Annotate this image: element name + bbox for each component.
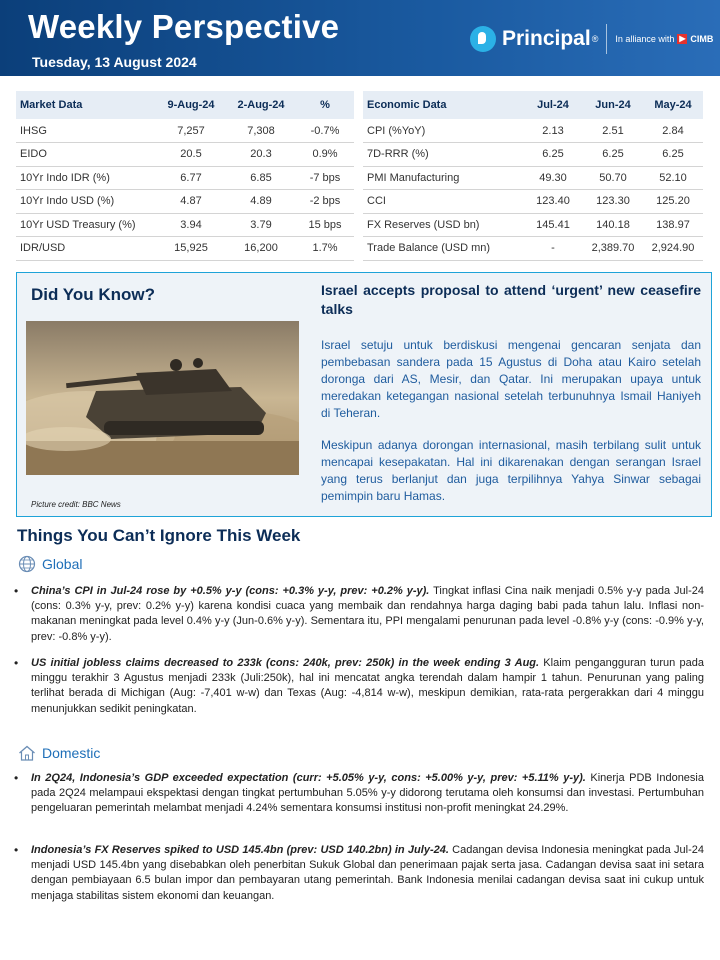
table-cell: CPI (%YoY) [363,119,523,143]
table-row [16,190,354,214]
news-paragraph: Meskipun adanya dorongan internasional, masih terbilang sulit untuk mencapai kesepakatan. Hal ini dikarenakan dengan serangan Israel yang terus berlanjut dan juga terpilihnya Yahya Sinwar sebagai pemimpin baru Hamas. [321,438,701,503]
alliance-note [615,34,713,44]
table-cell: EIDO [16,143,156,167]
table-cell: 6.25 [643,143,703,167]
table-cell: 2.84 [643,119,703,143]
table-cell: -7 bps [296,166,354,190]
table-cell: 140.18 [583,213,643,237]
list-item [14,656,704,717]
item-lead: In 2Q24, Indonesia’s GDP exceeded expectation (curr: +5.05% y-y, cons: +5.00% y-y, prev: +5.11% y-y). [31,772,586,784]
table-cell: 2,389.70 [583,237,643,261]
header-banner [0,0,720,76]
tank-photo-illustration [26,321,299,475]
table-cell: 10Yr Indo IDR (%) [16,166,156,190]
table-cell: - [523,237,583,261]
publication-date: Tuesday, 13 August 2024 [32,54,197,70]
table-cell: 6.77 [156,166,226,190]
table-row [363,213,703,237]
market-data-table [16,91,354,261]
news-paragraph: Israel setuju untuk berdiskusi mengenai gencaran senjata dan pembebasan sandera pada 15 Agustus di Doha atau Kairo setelah doronga dari AS, Mesir, dan Qatar. Ini merupakan upaya untuk meredakan ketegangan nasional setelah terbunuhnya Ismail Haniyeh di Teheran. [321,338,701,420]
economic-data-table [363,91,703,261]
table-header-cell: Economic Data [363,91,523,119]
table-header-cell: Jun-24 [583,91,643,119]
item-lead: Indonesia’s FX Reserves spiked to USD 145.4bn (prev: USD 140.2bn) in July-24. [31,844,449,856]
did-you-know-box [16,272,712,517]
global-subheading [18,555,82,573]
table-cell: 6.25 [583,143,643,167]
table-cell: 6.25 [523,143,583,167]
table-row [16,119,354,143]
bullet-dot: • [14,843,19,857]
table-cell: 16,200 [226,237,296,261]
page-title: Weekly Perspective [28,8,340,45]
table-cell: 3.94 [156,213,226,237]
table-cell: 20.5 [156,143,226,167]
brand-logo: Principal ® In alliance with ▶ CIMB [470,22,713,56]
table-cell: 52.10 [643,166,703,190]
table-cell: 1.7% [296,237,354,261]
table-cell: 7,308 [226,119,296,143]
table-cell: Trade Balance (USD mn) [363,237,523,261]
table-cell: 4.89 [226,190,296,214]
table-row [363,119,703,143]
domestic-subheading [18,744,100,762]
item-body: Kinerja PDB Indonesia pada 2Q24 melampaui ekspektasi dengan tingkat pertumbuhan 5.05% y-y didorong terutama oleh konsumsi dan investasi. Pertumbuhan pengeluaran pemerintah melambat menjadi 4.24% sementara konsumsi institusi non-profit meningkat 24.29%. [31,772,704,815]
item-body: Klaim pengangguran turun pada minggu terakhir 3 Agustus menjadi 233k (Juli:250k), hal ini mencatat angka terendah dalam hampir 1 tahun. Penurunan yang paling terlihat berada di Michigan (Aug: -7,401 w-w) dan Texas (Aug: -4,814 w-w), meskipun demikian, rata-rata pergerakkan dari 4 minggu menunjukkan sedikit peningkatan. [31,657,704,715]
table-row [363,166,703,190]
table-cell: 7D-RRR (%) [363,143,523,167]
alliance-text: In alliance with [615,34,675,44]
table-row [16,166,354,190]
table-header-cell: 9-Aug-24 [156,91,226,119]
table-header-cell: % [296,91,354,119]
bullet-dot: • [14,771,19,785]
table-cell: 20.3 [226,143,296,167]
bullet-dot: • [14,584,19,598]
table-cell: 123.40 [523,190,583,214]
item-lead: US initial jobless claims decreased to 233k (cons: 240k, prev: 250k) in the week ending 3 Aug. [31,657,540,669]
table-header-row [16,91,354,119]
table-row [16,237,354,261]
table-cell: FX Reserves (USD bn) [363,213,523,237]
table-cell: 15 bps [296,213,354,237]
logo-divider [606,24,607,54]
item-lead: China’s CPI in Jul-24 rose by +0.5% y-y (cons: +0.3% y-y, prev: +0.2% y-y). [31,585,430,597]
table-cell: -2 bps [296,190,354,214]
partner-name: CIMB [690,34,714,44]
table-row [16,143,354,167]
table-row [16,213,354,237]
did-you-know-title: Did You Know? [31,285,156,304]
list-item [14,584,704,645]
table-cell: 6.85 [226,166,296,190]
cimb-logo-icon: ▶ [679,34,686,43]
logo-text: Principal [502,27,591,50]
section-title: Things You Can’t Ignore This Week [17,526,301,545]
table-cell: 138.97 [643,213,703,237]
table-cell: 49.30 [523,166,583,190]
global-label: Global [42,556,83,572]
table-cell: 7,257 [156,119,226,143]
table-row [363,143,703,167]
table-cell: 50.70 [583,166,643,190]
table-cell: 145.41 [523,213,583,237]
table-cell: 15,925 [156,237,226,261]
table-row [363,237,703,261]
table-header-cell: 2-Aug-24 [226,91,296,119]
list-item [14,843,704,904]
table-cell: 2.51 [583,119,643,143]
table-cell: -0.7% [296,119,354,143]
item-body: Tingkat inflasi Cina naik menjadi 0.5% y-y pada Jul-24 (cons: 0.3% y-y, prev: 0.2% y-y) karena kondisi cuaca yang membaik dan rendahnya harga daging babi pada tahun lalu. Inflasi non-makanan meningkat pada level 0.4% y-y (Jun-0.6% y-y). Sementara itu, PPI mengalami penurunan pada level -0.8% y-y (cons: -0.9% y-y, prev: -0.8% y-y). [31,585,704,643]
bullet-dot: • [14,656,19,670]
item-body: Cadangan devisa Indonesia meningkat pada Jul-24 menjadi USD 145.4bn yang disebabkan oleh penerbitan Sukuk Global dan penerimaan pajak serta jasa. Cadangan devisa saat ini setara dengan pembiayaan 6.5 bulan impor dan pembayaran utang pemerintah. Bank Indonesia menilai cadangan devisa saat ini cukup untuk menjaga stabilitas sistem ekonomi dan keuangan. [31,844,705,902]
table-cell: 2.13 [523,119,583,143]
house-icon [18,744,36,762]
table-cell: 10Yr Indo USD (%) [16,190,156,214]
news-headline: Israel accepts proposal to attend ‘urgent’ new ceasefire talks [321,282,701,317]
table-cell: IDR/USD [16,237,156,261]
table-header-row [363,91,703,119]
table-cell: 2,924.90 [643,237,703,261]
principal-logo-icon [470,26,496,52]
table-cell: 0.9% [296,143,354,167]
domestic-label: Domestic [42,745,101,761]
table-cell: IHSG [16,119,156,143]
picture-credit: Picture credit: BBC News [31,500,121,509]
table-row [363,190,703,214]
table-cell: PMI Manufacturing [363,166,523,190]
globe-icon [18,555,36,573]
table-header-cell: May-24 [643,91,703,119]
table-cell: 10Yr USD Treasury (%) [16,213,156,237]
table-cell: 3.79 [226,213,296,237]
table-header-cell: Jul-24 [523,91,583,119]
table-cell: 123.30 [583,190,643,214]
table-cell: CCI [363,190,523,214]
table-cell: 4.87 [156,190,226,214]
table-cell: 125.20 [643,190,703,214]
news-photo [26,321,299,475]
list-item [14,771,704,817]
table-header-cell: Market Data [16,91,156,119]
